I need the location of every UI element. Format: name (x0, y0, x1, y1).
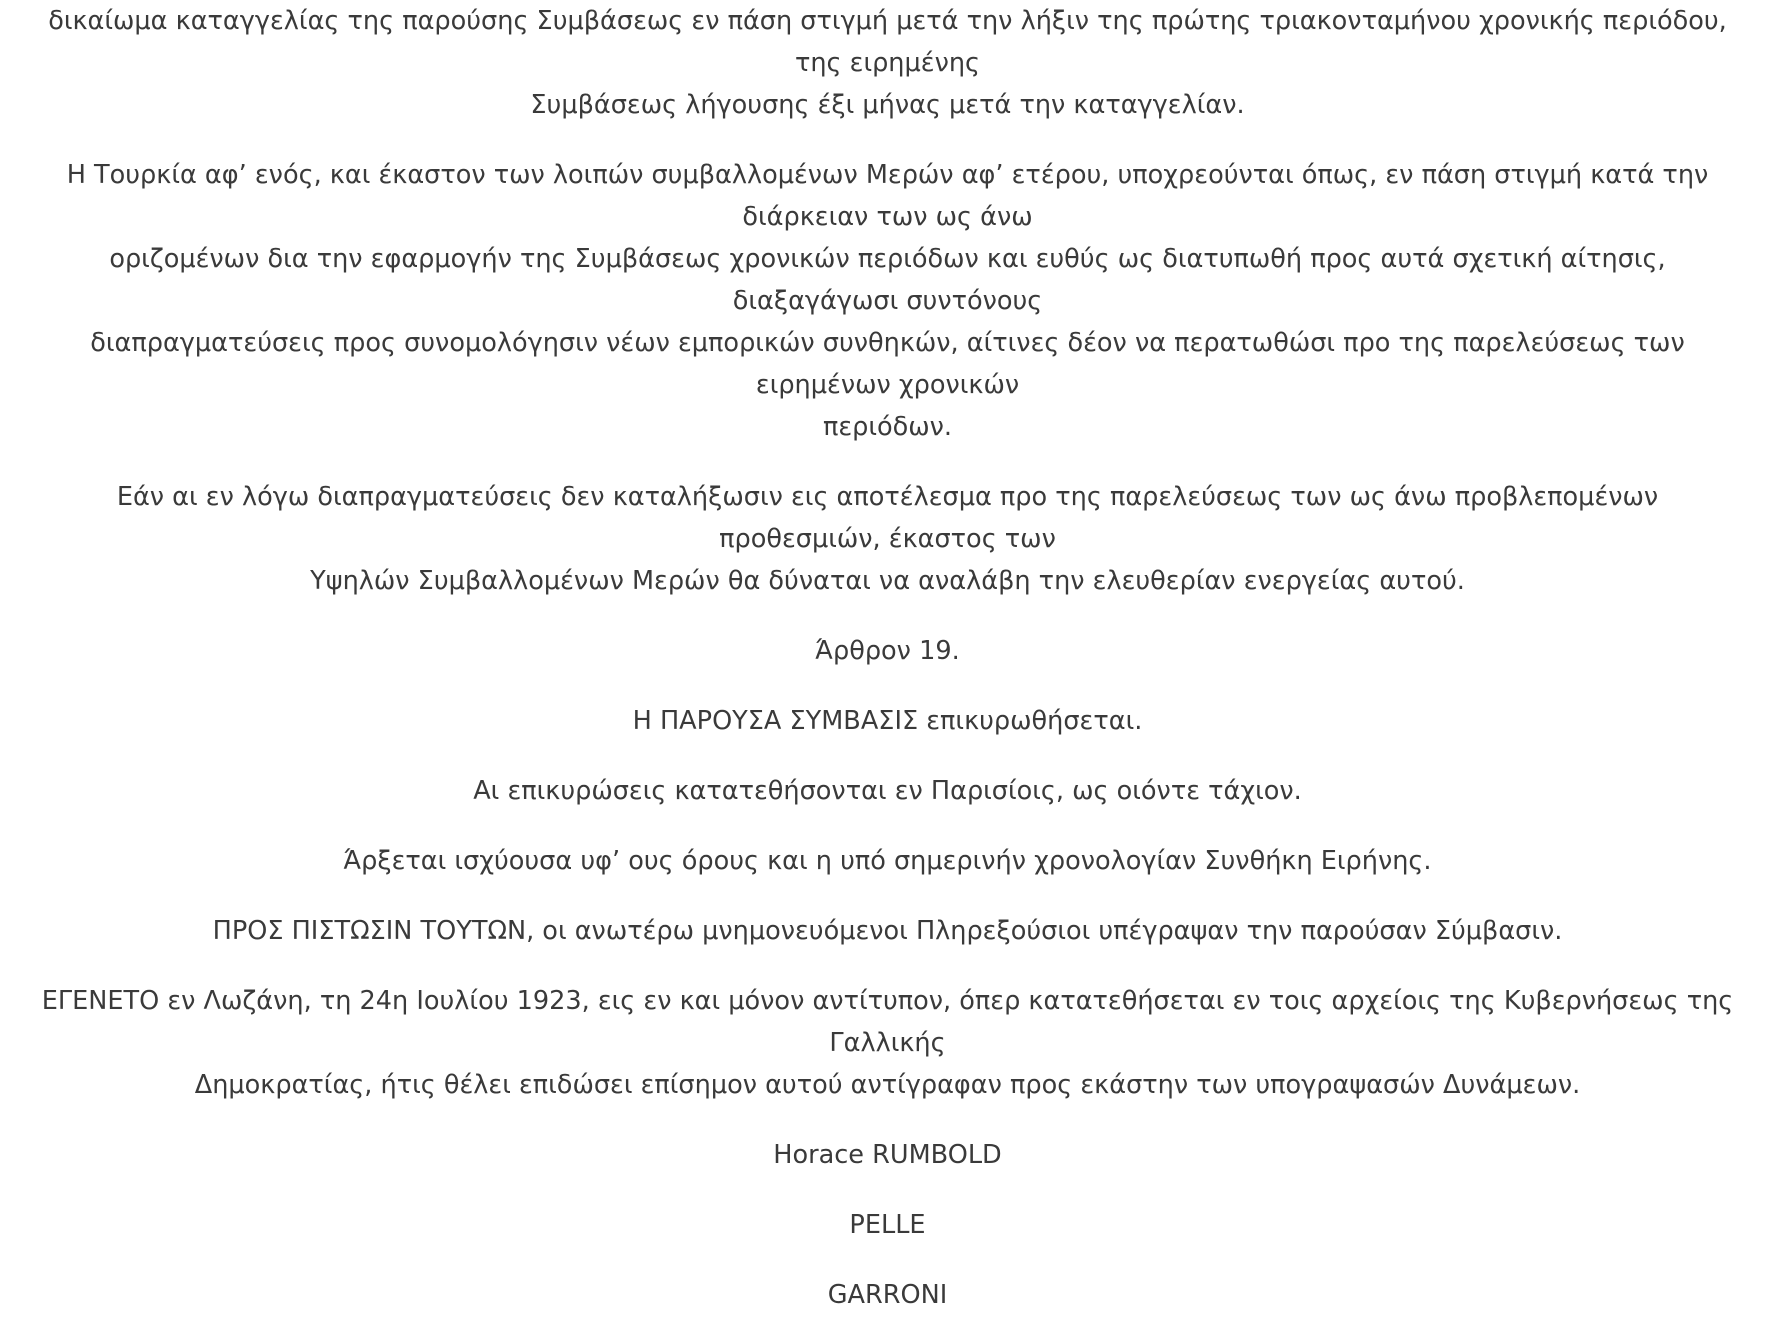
paragraph-in-witness (0, 910, 1775, 952)
paragraph-ratification (0, 700, 1775, 742)
signatory-name: PELLE (849, 1210, 926, 1240)
paragraph-negotiations (0, 154, 1775, 448)
article-heading (0, 630, 1775, 672)
paragraph-freedom-of-action (0, 476, 1775, 602)
paragraph-termination-clause (0, 0, 1775, 126)
text-line: Εάν αι εν λόγω διαπραγματεύσεις δεν καταλήξωσιν εις αποτέλεσμα προ της παρελεύσεως των ως άνω προβλεπομένων (116, 482, 1659, 512)
text-line: Αι επικυρώσεις κατατεθήσονται εν Παρισίοις, ως οιόντε τάχιον. (473, 776, 1302, 806)
text-line: Δημοκρατίας, ήτις θέλει επιδώσει επίσημον αυτού αντίγραφαν προς εκάστην των υπογραψασών Δυνάμεων. (194, 1070, 1581, 1100)
text-line: διάρκειαν των ως άνω (742, 202, 1033, 232)
text-line: οριζομένων δια την εφαρμογήν της Συμβάσεως χρονικών περιόδων και ευθύς ως διατυπωθή προς αυτά σχετική αίτησις, (109, 244, 1666, 274)
text-line: Άρξεται ισχύουσα υφ’ ους όρους και η υπό σημερινήν χρονολογίαν Συνθήκη Ειρήνης. (343, 846, 1432, 876)
text-line: δικαίωμα καταγγελίας της παρούσης Συμβάσεως εν πάση στιγμή μετά την λήξιν της πρώτης τριακονταμήνου χρονικής περιόδου, (48, 6, 1727, 36)
paragraph-done-at (0, 980, 1775, 1106)
text-line: διαπραγματεύσεις προς συνομολόγησιν νέων εμπορικών συνθηκών, αίτινες δέον να περατωθώσι προ της παρελεύσεως των (90, 328, 1685, 358)
text-line: ΕΓΕΝΕΤΟ εν Λωζάνη, τη 24η Ιουλίου 1923, εις εν και μόνον αντίτυπον, όπερ κατατεθήσεται εν τοις αρχείοις της Κυβερνήσεως της (41, 986, 1734, 1016)
text-line: προθεσμιών, έκαστος των (719, 524, 1056, 554)
signatory-name: GARRONI (827, 1280, 948, 1310)
text-line: Υψηλών Συμβαλλομένων Μερών θα δύναται να αναλάβη την ελευθερίαν ενεργείας αυτού. (310, 566, 1465, 596)
text-line: Άρθρον 19. (815, 636, 960, 666)
text-line: Η ΠΑΡΟΥΣΑ ΣΥΜΒΑΣΙΣ επικυρωθήσεται. (632, 706, 1143, 736)
paragraph-deposit (0, 770, 1775, 812)
text-line: της ειρημένης (794, 48, 981, 78)
signatory-garroni (0, 1274, 1775, 1316)
signatory-name: Horace RUMBOLD (773, 1140, 1002, 1170)
text-line: ΠΡΟΣ ΠΙΣΤΩΣΙΝ ΤΟΥΤΩΝ, οι ανωτέρω μνημονευόμενοι Πληρεξούσιοι υπέγραψαν την παρούσαν Σύμβασιν. (212, 916, 1563, 946)
text-line: περιόδων. (822, 412, 953, 442)
signatory-pelle (0, 1204, 1775, 1246)
text-line: ειρημένων χρονικών (755, 370, 1020, 400)
text-line: Συμβάσεως λήγουσης έξι μήνας μετά την καταγγελίαν. (530, 90, 1245, 120)
text-line: διαξαγάγωσι συντόνους (732, 286, 1043, 316)
text-line: Η Τουρκία αφ’ ενός, και έκαστον των λοιπών συμβαλλομένων Μερών αφ’ ετέρου, υποχρεούνται όπως, εν πάση στιγμή κατά την (66, 160, 1709, 190)
signatory-rumbold (0, 1134, 1775, 1176)
paragraph-entry-into-force (0, 840, 1775, 882)
text-line: Γαλλικής (829, 1028, 946, 1058)
